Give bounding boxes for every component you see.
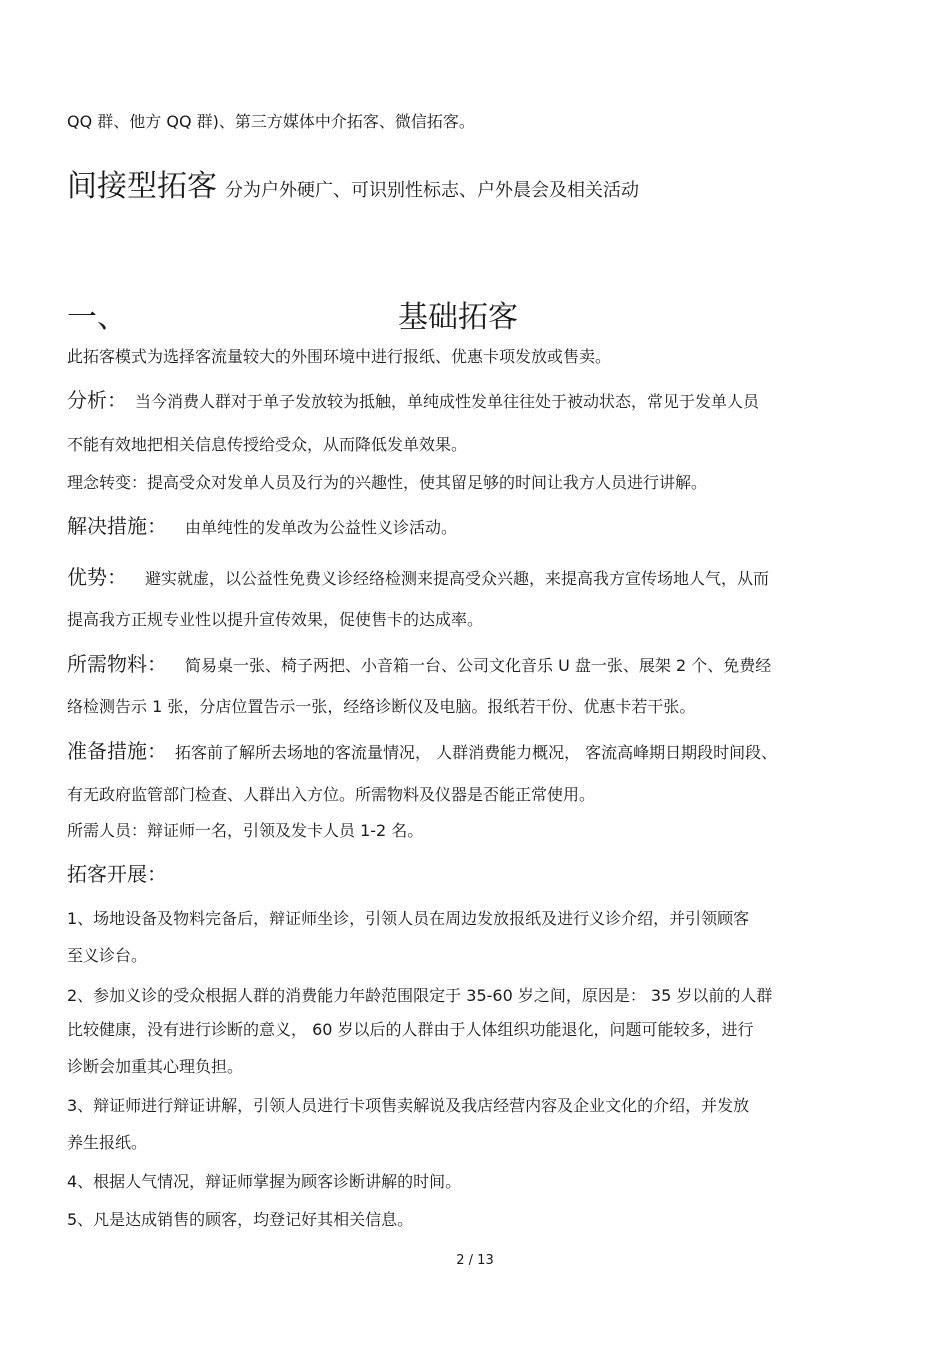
analysis-line-2: 不能有效地把相关信息传授给受众，从而降低发单效果。 [67, 435, 468, 454]
materials-line-1 [67, 653, 771, 677]
page-indicator: 2 / 13 [456, 1253, 494, 1268]
solution-text: 由单纯性的发单改为公益性义诊活动。 [185, 518, 458, 537]
list-item: 至义诊台。 [67, 946, 148, 965]
prep-label: 准备措施： [67, 739, 167, 763]
analysis-line-1 [67, 389, 759, 413]
solution-label: 解决措施： [67, 514, 167, 538]
solution-line [67, 515, 457, 539]
materials-label: 所需物料： [67, 652, 167, 676]
indirect-heading: 间接型拓客 [67, 169, 217, 204]
list-item: 5、凡是达成销售的顾客，均登记好其相关信息。 [67, 1210, 414, 1229]
text-line-qq: QQ 群、他方 QQ 群)、第三方媒体中介拓客、微信拓客。 [67, 112, 475, 131]
advantage-label: 优势： [67, 565, 127, 589]
advantage-line-2: 提高我方正规专业性以提升宣传效果，促使售卡的达成率。 [67, 610, 484, 629]
list-item: 养生报纸。 [67, 1133, 148, 1152]
concept-line: 理念转变：提高受众对发单人员及行为的兴趣性，使其留足够的时间让我方人员进行讲解。 [67, 473, 708, 492]
section-title: 基础拓客 [398, 300, 518, 335]
staff-line: 所需人员：辩证师一名，引领及发卡人员 1-2 名。 [67, 821, 424, 840]
indirect-description: 分为户外硬广、可识别性标志、户外晨会及相关活动 [225, 180, 639, 201]
indirect-heading-line [67, 168, 639, 206]
process-label: 拓客开展： [67, 862, 167, 886]
materials-text-1: 简易桌一张、椅子两把、小音箱一台、公司文化音乐 U 盘一张、展架 2 个、免费经 [185, 656, 772, 675]
analysis-text-1: 当今消费人群对于单子发放较为抵触，单纯成性发单往往处于被动状态，常见于发单人员 [135, 392, 760, 411]
analysis-label: 分析： [67, 388, 127, 412]
list-item: 比较健康，没有进行诊断的意义， 60 岁以后的人群由于人体组织功能退化，问题可能较多，进行 [67, 1020, 754, 1039]
prep-line-1 [67, 740, 777, 764]
advantage-text-1: 避实就虚，以公益性免费义诊经络检测来提高受众兴趣，来提高我方宣传场地人气，从而 [145, 569, 770, 588]
list-item: 2、参加义诊的受众根据人群的消费能力年龄范围限定于 35-60 岁之间，原因是： 35 岁以前的人群 [67, 986, 773, 1005]
list-item: 1、场地设备及物料完备后，辩证师坐诊，引领人员在周边发放报纸及进行义诊介绍，并引领顾客 [67, 909, 750, 928]
materials-line-2: 络检测告示 1 张，分店位置告示一张，经络诊断仪及电脑。报纸若干份、优惠卡若干张。 [67, 697, 696, 716]
advantage-line-1 [67, 566, 769, 590]
section-intro: 此拓客模式为选择客流量较大的外围环境中进行报纸、优惠卡项发放或售卖。 [67, 347, 612, 366]
section-number: 一、 [67, 300, 127, 335]
prep-line-2: 有无政府监管部门检查、人群出入方位。所需物料及仪器是否能正常使用。 [67, 785, 596, 804]
list-item: 3、辩证师进行辩证讲解，引领人员进行卡项售卖解说及我店经营内容及企业文化的介绍，并发放 [67, 1096, 750, 1115]
list-item: 4、根据人气情况，辩证师掌握为顾客诊断讲解的时间。 [67, 1172, 462, 1191]
list-item: 诊断会加重其心理负担。 [67, 1057, 244, 1076]
prep-text-1: 拓客前了解所去场地的客流量情况， 人群消费能力概况， 客流高峰期日期段时间段、 [175, 743, 778, 762]
